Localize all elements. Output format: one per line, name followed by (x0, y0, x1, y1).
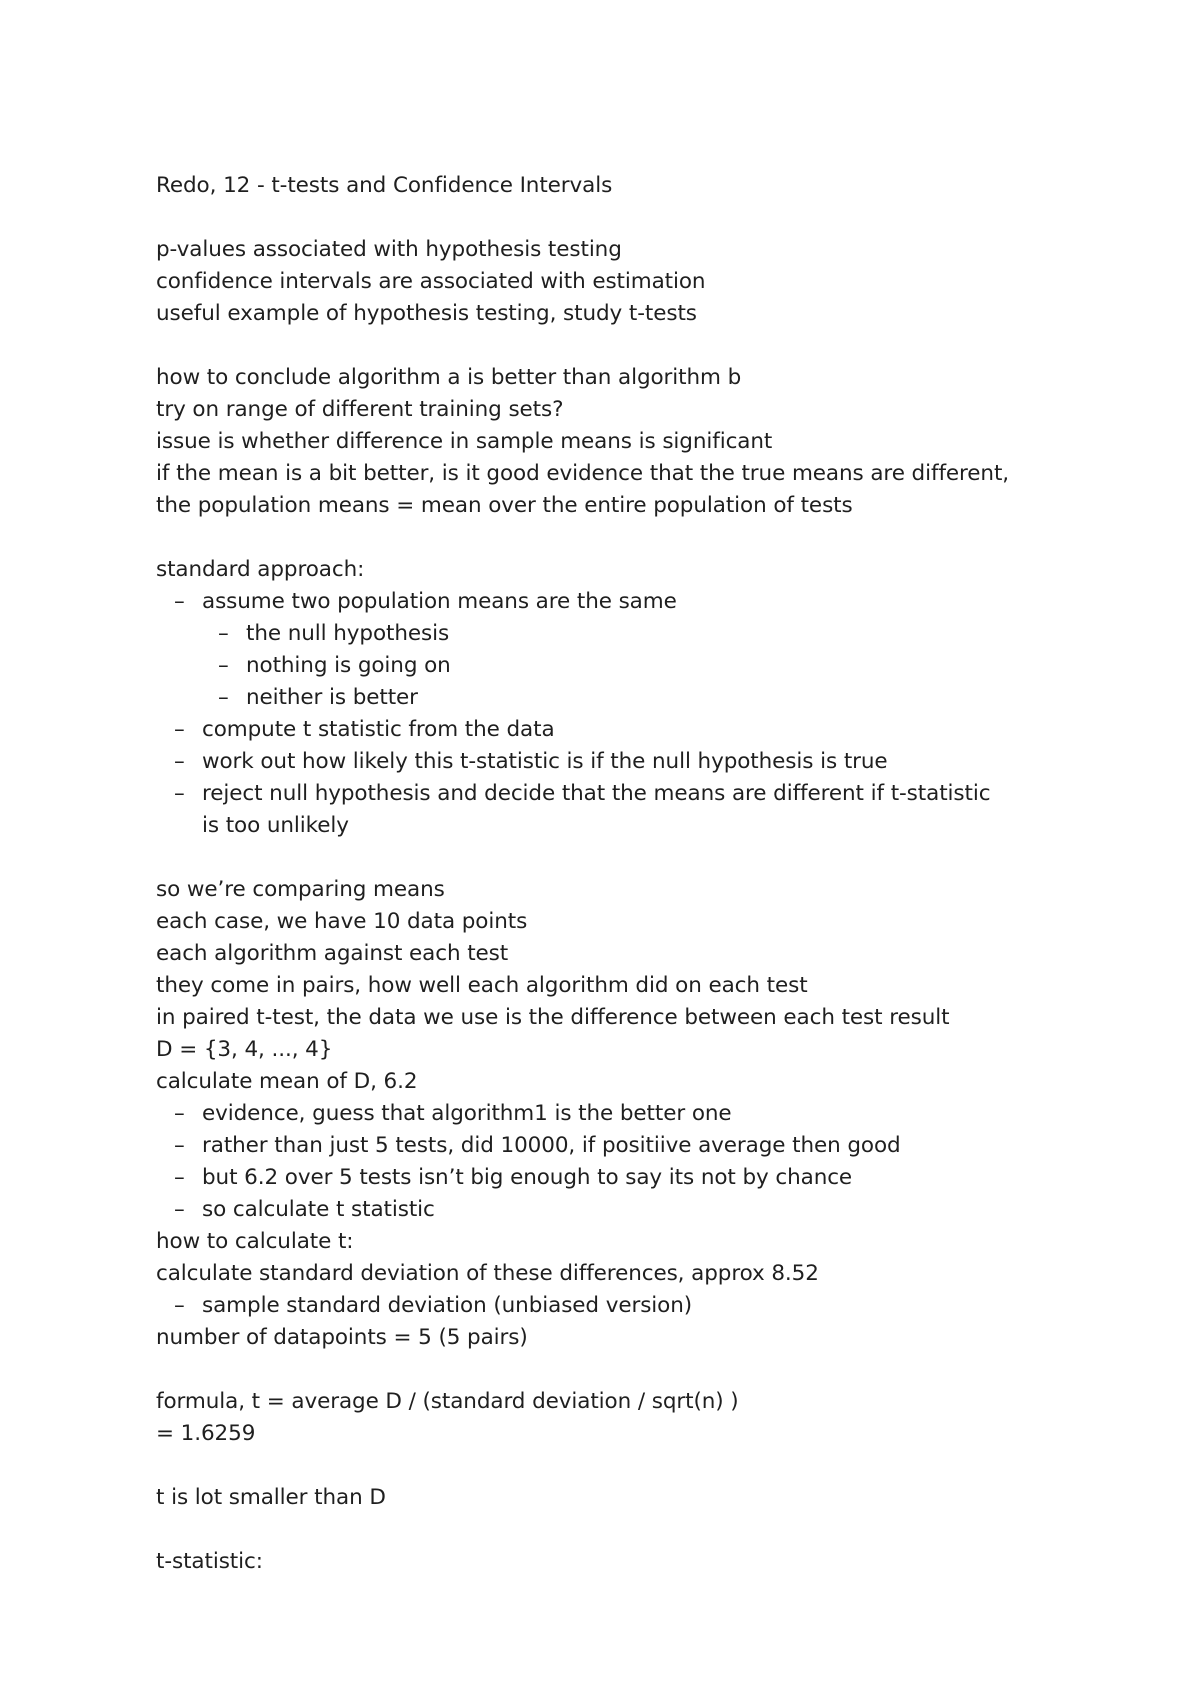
section-heading: standard approach: (156, 557, 365, 582)
list-item (156, 650, 1086, 682)
list-item (156, 1098, 1086, 1130)
text-line: number of datapoints = 5 (5 pairs) (156, 1325, 528, 1350)
text-line: useful example of hypothesis testing, study t-tests (156, 301, 697, 326)
text-line: so we’re comparing means (156, 877, 445, 902)
text-line: calculate standard deviation of these differences, approx 8.52 (156, 1261, 819, 1286)
text-line: confidence intervals are associated with estimation (156, 269, 706, 294)
text-line: each case, we have 10 data points (156, 909, 528, 934)
dash-bullet: – (218, 685, 229, 710)
dash-bullet: – (218, 621, 229, 646)
spacer (156, 842, 1086, 874)
list-item (156, 778, 1086, 810)
list-item-text: sample standard deviation (unbiased version) (202, 1293, 693, 1318)
text-line: issue is whether difference in sample means is significant (156, 429, 773, 454)
dash-bullet: – (174, 589, 185, 614)
text-line: t is lot smaller than D (156, 1485, 386, 1510)
text-line: if the mean is a bit better, is it good evidence that the true means are different, (156, 461, 1010, 486)
list-item (156, 746, 1086, 778)
dash-bullet: – (218, 653, 229, 678)
spacer (156, 522, 1086, 554)
text-line: how to conclude algorithm a is better than algorithm b (156, 365, 742, 390)
text-line: D = {3, 4, ..., 4} (156, 1037, 333, 1062)
text-line: try on range of different training sets? (156, 397, 564, 422)
dash-bullet: – (174, 1133, 185, 1158)
list-item-text: the null hypothesis (246, 621, 450, 646)
text-line: t-statistic: (156, 1549, 263, 1574)
list-item-text: but 6.2 over 5 tests isn’t big enough to say its not by chance (202, 1165, 853, 1190)
dash-bullet: – (174, 749, 185, 774)
list-item (156, 1130, 1086, 1162)
text-line: the population means = mean over the entire population of tests (156, 493, 853, 518)
list-item (156, 682, 1086, 714)
dash-bullet: – (174, 1197, 185, 1222)
text-line: in paired t-test, the data we use is the difference between each test result (156, 1005, 950, 1030)
text-line: p-values associated with hypothesis testing (156, 237, 622, 262)
list-item-text: nothing is going on (246, 653, 451, 678)
spacer (156, 1450, 1086, 1482)
text-line: calculate mean of D, 6.2 (156, 1069, 418, 1094)
list-item (156, 1290, 1086, 1322)
list-item-text: rather than just 5 tests, did 10000, if positiive average then good (202, 1133, 901, 1158)
text-line: each algorithm against each test (156, 941, 509, 966)
list-item-text: work out how likely this t-statistic is if the null hypothesis is true (202, 749, 888, 774)
spacer (156, 202, 1086, 234)
list-item (156, 618, 1086, 650)
list-item-text: so calculate t statistic (202, 1197, 435, 1222)
list-item-text: reject null hypothesis and decide that the means are different if t-statistic (202, 781, 991, 806)
notes-document (156, 170, 1086, 1578)
list-item (156, 1194, 1086, 1226)
list-item-continuation: is too unlikely (202, 813, 349, 838)
list-item (156, 714, 1086, 746)
list-item (156, 586, 1086, 618)
spacer (156, 1514, 1086, 1546)
document-title: Redo, 12 - t-tests and Confidence Intervals (156, 173, 613, 198)
dash-bullet: – (174, 717, 185, 742)
list-item-text: compute t statistic from the data (202, 717, 555, 742)
formula-line: formula, t = average D / (standard deviation / sqrt(n) ) (156, 1389, 739, 1414)
list-item-text: neither is better (246, 685, 418, 710)
spacer (156, 330, 1086, 362)
list-item-text: assume two population means are the same (202, 589, 677, 614)
list-item-text: evidence, guess that algorithm1 is the better one (202, 1101, 732, 1126)
text-line: how to calculate t: (156, 1229, 354, 1254)
list-item (156, 1162, 1086, 1194)
dash-bullet: – (174, 1165, 185, 1190)
dash-bullet: – (174, 1101, 185, 1126)
dash-bullet: – (174, 1293, 185, 1318)
spacer (156, 1354, 1086, 1386)
text-line: they come in pairs, how well each algorithm did on each test (156, 973, 808, 998)
formula-result: = 1.6259 (156, 1421, 256, 1446)
dash-bullet: – (174, 781, 185, 806)
